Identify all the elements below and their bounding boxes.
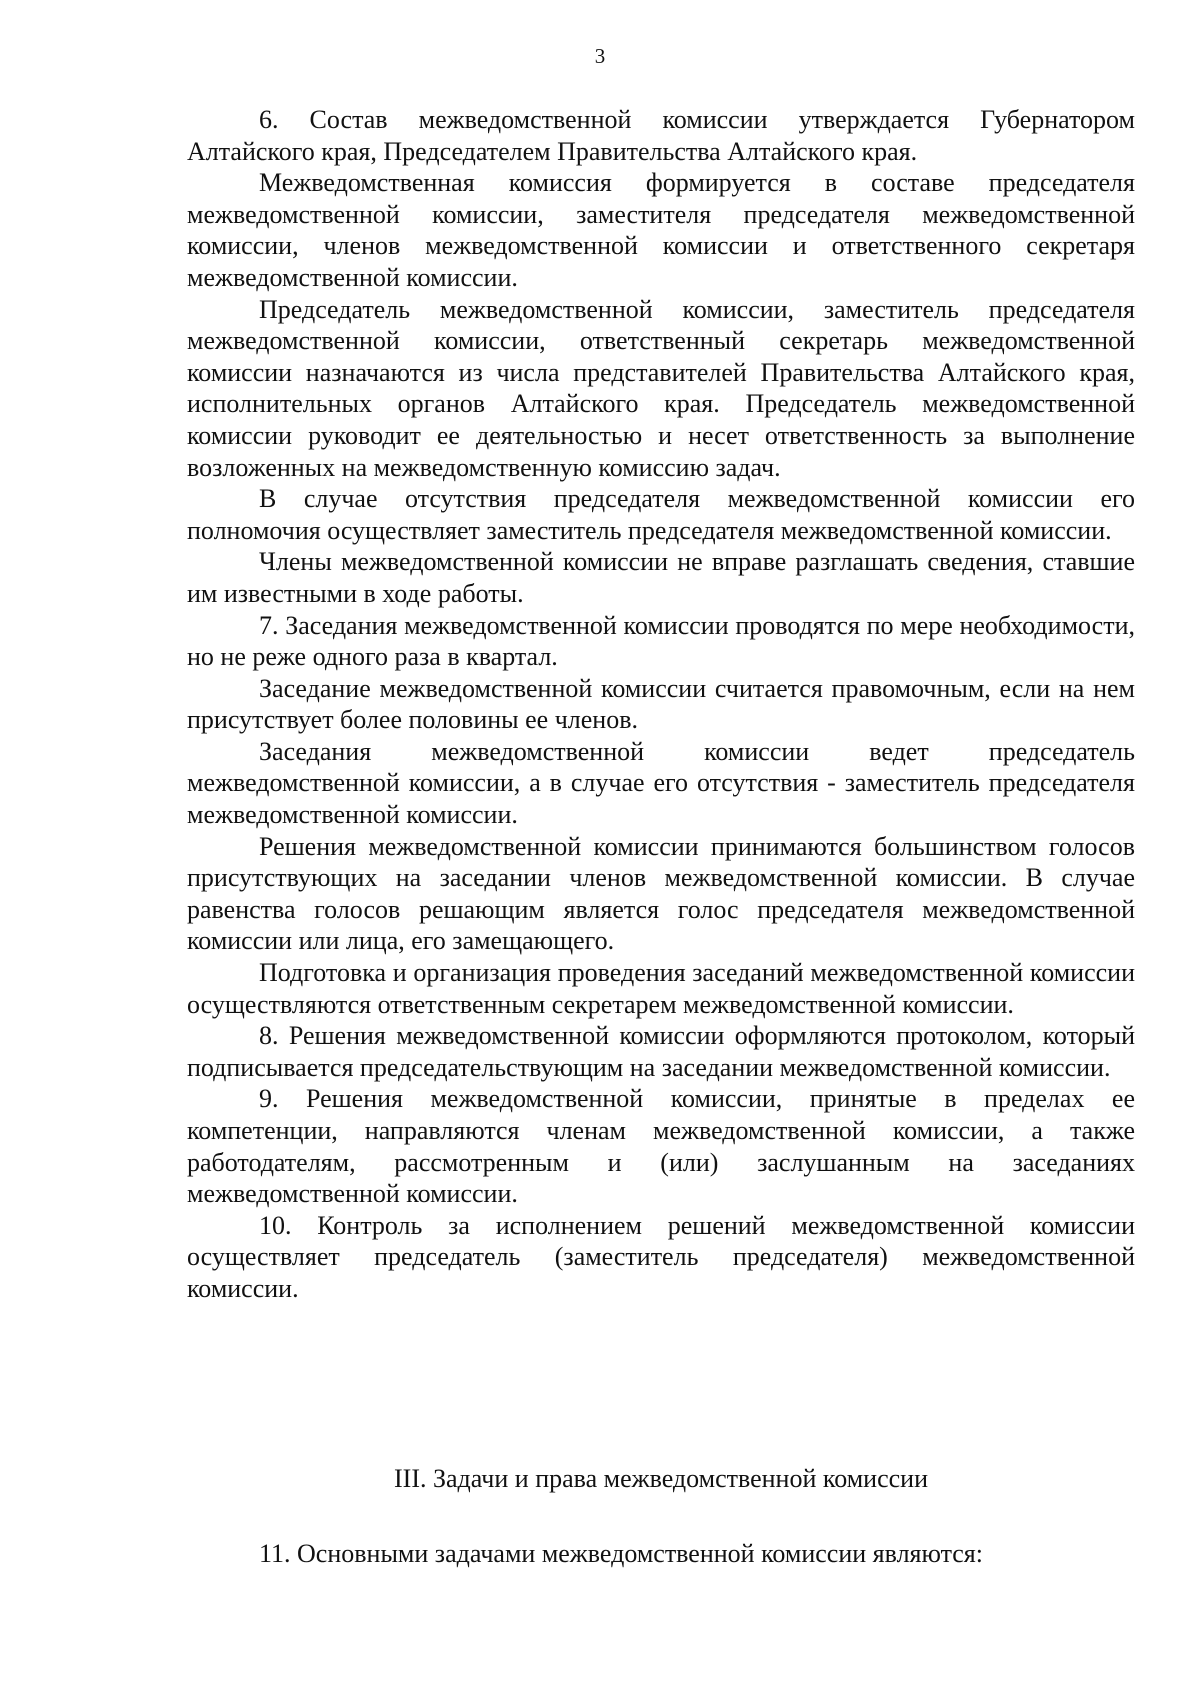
paragraph: Члены межведомственной комиссии не вправе разглашать сведения, ставшие им известными в ходе работы.	[187, 547, 1135, 608]
paragraph: 8. Решения межведомственной комиссии оформляются протоколом, который подписывается председательствующим на заседании межведомственной комиссии.	[187, 1021, 1135, 1082]
closing-paragraph: 11. Основными задачами межведомственной комиссии являются:	[259, 1539, 983, 1568]
paragraph: 7. Заседания межведомственной комиссии проводятся по мере необходимости, но не реже одного раза в квартал.	[187, 610, 1135, 672]
paragraph: Председатель межведомственной комиссии, заместитель председателя межведомственной комиссии, ответственный секретарь межведомственной комиссии назначаются из числа представителей Правительства Алтайского края, исполнительных органов Алтайского края. Председатель межведомственной комиссии руководит ее деятельностью и несет ответственность за выполнение возложенных на межведомственную комиссию задач.	[187, 294, 1135, 482]
section-heading: III. Задачи и права межведомственной комиссии	[394, 1464, 928, 1493]
document-body	[187, 104, 1135, 1305]
paragraph: В случае отсутствия председателя межведомственной комиссии его полномочия осуществляет заместитель председателя межведомственной комиссии.	[187, 484, 1135, 545]
paragraph: 10. Контроль за исполнением решений межведомственной комиссии осуществляет председатель (заместитель председателя) межведомственной комиссии.	[187, 1210, 1135, 1303]
paragraph: 9. Решения межведомственной комиссии, принятые в пределах ее компетенции, направляются членам межведомственной комиссии, а также работодателям, рассмотренным и (или) заслушанным на заседаниях межведомственной комиссии.	[187, 1084, 1135, 1209]
paragraph: 6. Состав межведомственной комиссии утверждается Губернатором Алтайского края, Председателем Правительства Алтайского края.	[187, 105, 1135, 166]
paragraph: Межведомственная комиссия формируется в составе председателя межведомственной комиссии, заместителя председателя межведомственной комиссии, членов межведомственной комиссии и ответственного секретаря межведомственной комиссии.	[187, 168, 1135, 292]
paragraph: Заседание межведомственной комиссии считается правомочным, если на нем присутствует более половины ее членов.	[187, 673, 1135, 735]
paragraph: Подготовка и организация проведения заседаний межведомственной комиссии осуществляются ответственным секретарем межведомственной комиссии.	[187, 958, 1135, 1019]
paragraph: Решения межведомственной комиссии принимаются большинством голосов присутствующих на заседании членов межведомственной комиссии. В случае равенства голосов решающим является голос председателя межведомственной комиссии или лица, его замещающего.	[187, 831, 1135, 956]
page-number: 3	[594, 44, 606, 68]
paragraph: Заседания межведомственной комиссии ведет председатель межведомственной комиссии, а в случае его отсутствия - заместитель председателя межведомственной комиссии.	[187, 736, 1135, 830]
